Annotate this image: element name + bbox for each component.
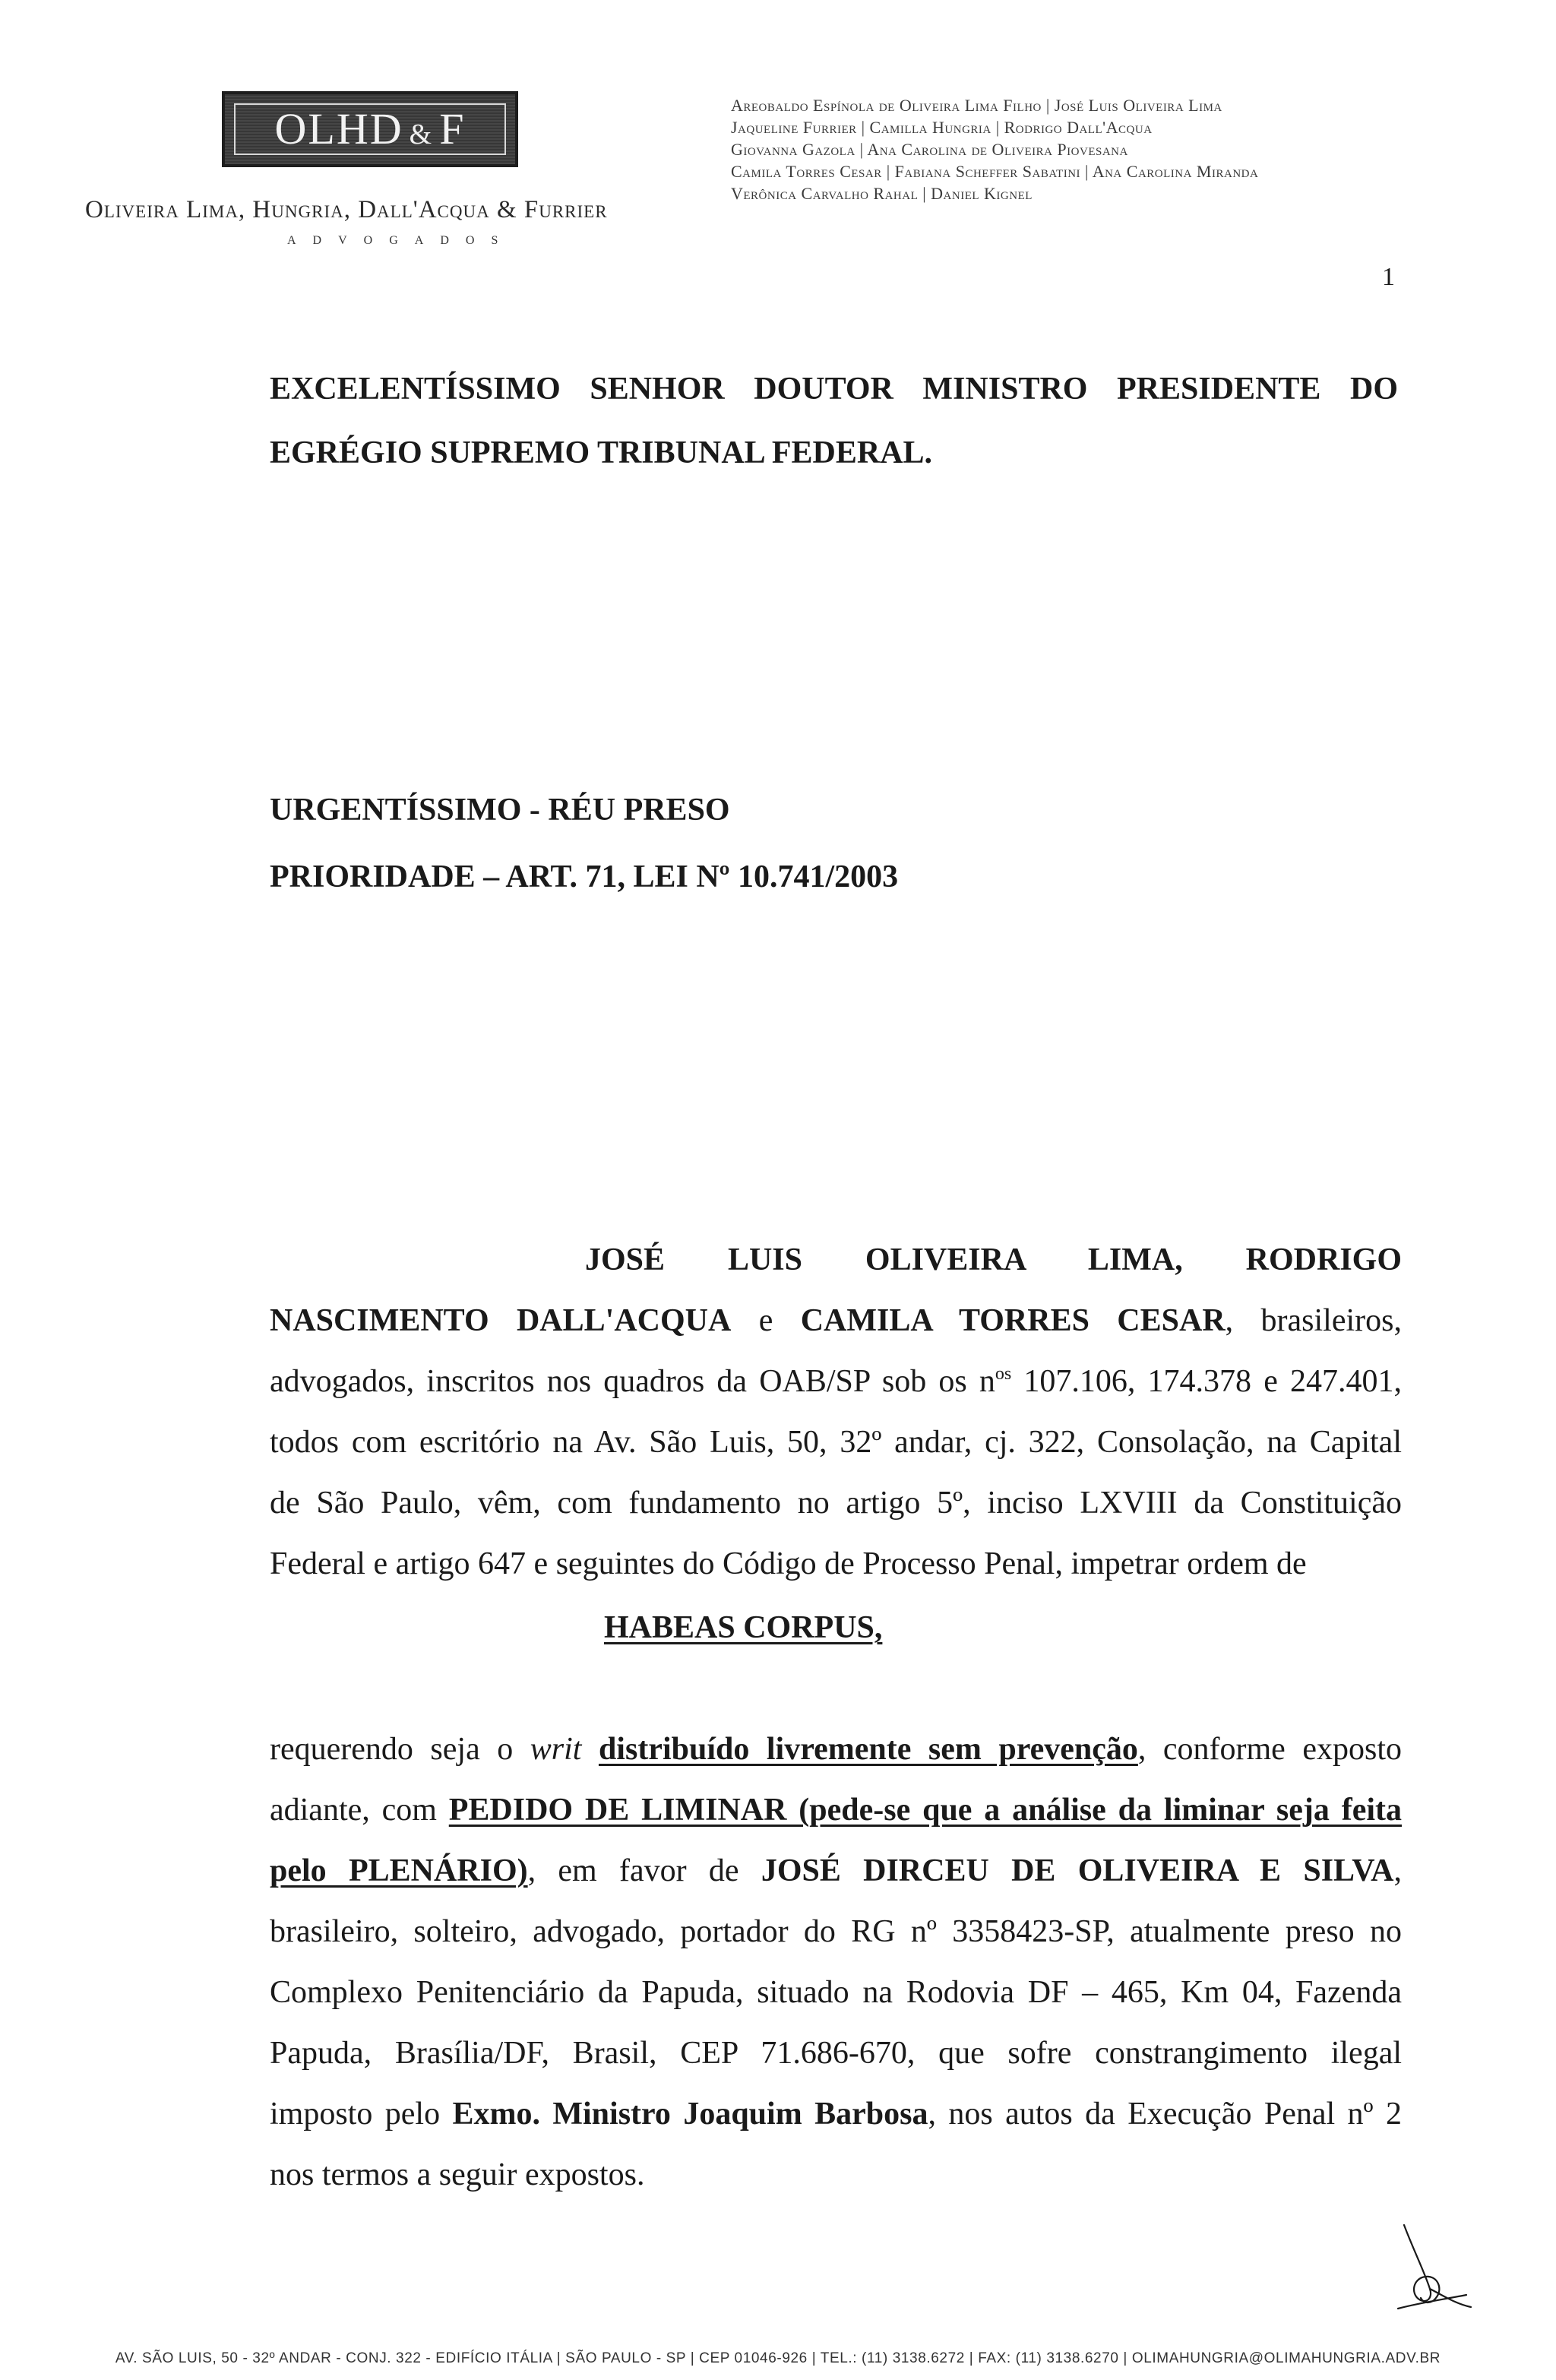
request-text: adiante, com — [270, 1793, 449, 1828]
injunction-request-end: pelo PLENÁRIO) — [270, 1853, 528, 1888]
request-line-3 — [270, 1840, 1402, 1901]
petition-text: 107.106, 174.378 e 247.401, — [1011, 1364, 1402, 1399]
distribution-request: distribuído livremente sem prevenção — [598, 1732, 1138, 1767]
urgency-line-1: URGENTÍSSIMO - RÉU PRESO — [270, 793, 730, 828]
request-line-5: Complexo Penitenciário da Papuda, situado na Rodovia DF – 465, Km 04, Fazenda — [270, 1975, 1402, 2010]
partner-line: Camila Torres Cesar | Fabiana Scheffer Sabatini | Ana Carolina Miranda — [731, 162, 1259, 181]
superscript: os — [995, 1364, 1012, 1384]
petition-text: , brasileiros, — [1225, 1303, 1402, 1338]
injunction-request: PEDIDO DE LIMINAR (pede-se que a análise da liminar seja feita — [448, 1793, 1402, 1828]
request-paragraph — [270, 1719, 1402, 2205]
logo-frame — [234, 103, 506, 155]
request-text: requerendo seja o — [270, 1732, 530, 1767]
addressee-line-2: EGRÉGIO SUPREMO TRIBUNAL FEDERAL. — [270, 435, 933, 470]
petition-line-4: todos com escritório na Av. São Luis, 50, 32º andar, cj. 322, Consolação, na Capital — [270, 1425, 1402, 1460]
request-text — [581, 1732, 599, 1767]
urgency-block — [270, 777, 1181, 910]
addressee-line-1: EXCELENTÍSSIMO SENHOR DOUTOR MINISTRO PRESIDENTE DO — [270, 372, 1398, 407]
request-text: , conforme exposto — [1137, 1732, 1402, 1767]
request-line-4: brasileiro, solteiro, advogado, portador do RG nº 3358423-SP, atualmente preso no — [270, 1914, 1402, 1949]
request-text: , nos autos da Execução Penal nº 2 — [928, 2097, 1402, 2132]
partner-line: Jaqueline Furrier | Camilla Hungria | Rodrigo Dall'Acqua — [731, 118, 1153, 137]
writ-term: writ — [530, 1732, 582, 1767]
petition-line-3 — [270, 1351, 1402, 1412]
request-line-8: nos termos a seguir expostos. — [270, 2157, 645, 2192]
firm-name: Oliveira Lima, Hungria, Dall'Acqua & Furrier — [85, 196, 608, 223]
conjunction: e — [731, 1303, 801, 1338]
page-number: 1 — [1382, 263, 1395, 291]
request-text: , — [1393, 1853, 1402, 1888]
patient-name: JOSÉ DIRCEU DE OLIVEIRA E SILVA — [761, 1853, 1394, 1888]
initials-signature — [1383, 2219, 1474, 2318]
request-line-6: Papuda, Brasília/DF, Brasil, CEP 71.686-670, que sofre constrangimento ilegal — [270, 2036, 1402, 2071]
petition-text: advogados, inscritos nos quadros da OAB/SP sob os n — [270, 1364, 995, 1399]
partner-line: Giovanna Gazola | Ana Carolina de Oliveira Piovesana — [731, 140, 1128, 159]
footer-address: AV. SÃO LUIS, 50 - 32º ANDAR - CONJ. 322 - EDIFÍCIO ITÁLIA | SÃO PAULO - SP | CEP 01046-926 | TEL.: (11) 3138.6272 | FAX: (11) 3138.6270 | OLIMAHUNGRIA@OLIMAHUNGRIA.ADV.BR — [115, 2350, 1441, 2366]
petitioner-names-b: CAMILA TORRES CESAR — [800, 1303, 1226, 1338]
addressee-heading — [270, 357, 1398, 485]
authority-name: Exmo. Ministro Joaquim Barbosa — [452, 2097, 928, 2132]
logo-amp: & — [409, 119, 434, 150]
petitioner-names-a: NASCIMENTO DALL'ACQUA — [270, 1303, 732, 1338]
request-line-1 — [270, 1719, 1402, 1780]
petition-line-6: Federal e artigo 647 e seguintes do Código de Processo Penal, impetrar ordem de — [270, 1546, 1307, 1581]
request-text: imposto pelo — [270, 2097, 453, 2132]
request-line-7 — [270, 2084, 1402, 2144]
logo-f: F — [439, 104, 466, 153]
logo-letters: OLHD — [274, 104, 403, 153]
firm-logo — [222, 91, 518, 167]
petition-line-1: JOSÉ LUIS OLIVEIRA LIMA, RODRIGO — [585, 1242, 1402, 1277]
logo-text — [274, 104, 466, 153]
partner-list — [731, 94, 1415, 204]
petition-line-2 — [270, 1290, 1402, 1351]
request-text: , em favor de — [527, 1853, 761, 1888]
petitioners-paragraph — [270, 1230, 1402, 1594]
urgency-line-2: PRIORIDADE – ART. 71, LEI Nº 10.741/2003 — [270, 859, 899, 894]
petition-line-5: de São Paulo, vêm, com fundamento no artigo 5º, inciso LXVIII da Constituição — [270, 1486, 1402, 1521]
partner-line: Areobaldo Espínola de Oliveira Lima Filho | José Luis Oliveira Lima — [731, 96, 1222, 115]
partner-line: Verônica Carvalho Rahal | Daniel Kignel — [731, 184, 1033, 203]
firm-subtitle: ADVOGADOS — [287, 234, 515, 247]
request-line-2 — [270, 1780, 1402, 1840]
habeas-corpus-title: HABEAS CORPUS, — [604, 1610, 883, 1645]
